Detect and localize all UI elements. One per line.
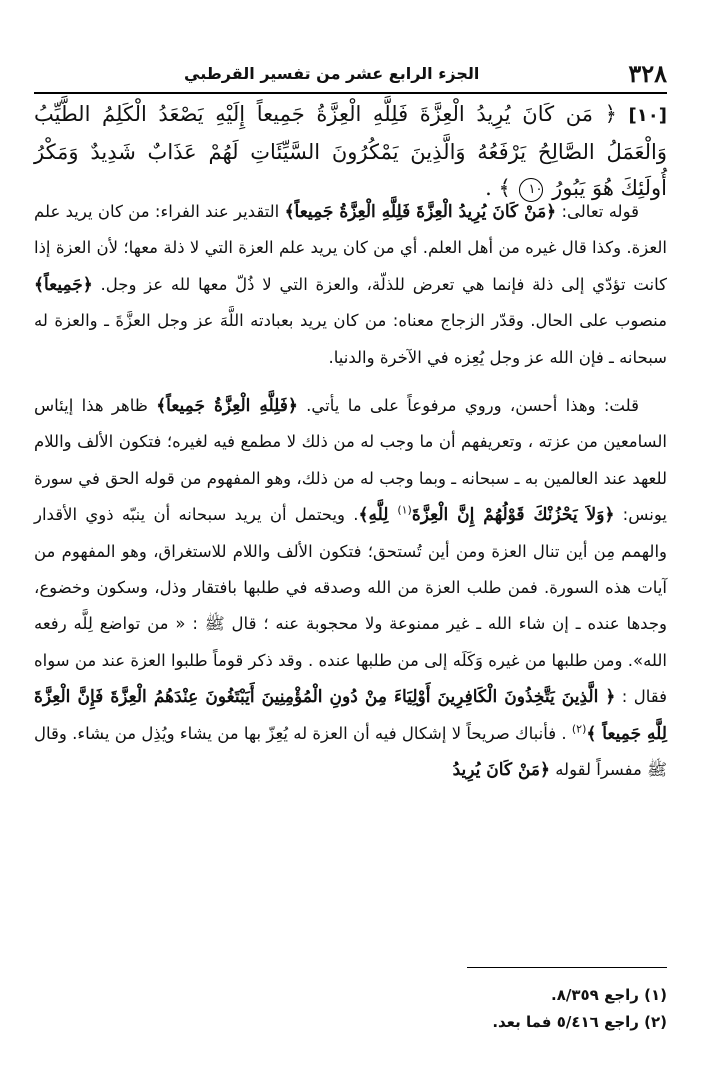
quran-quote: ﴿مَنْ كَانَ يُرِيدُ الْعِزَّةَ فَلِلَّهِ الْعِزَّةُ جَمِيعاً﴾ (284, 202, 557, 222)
running-header (34, 58, 667, 94)
footnote-2: (٢) راجع ٥/٤١٦ فما بعد. (492, 1013, 667, 1031)
footnote-ref-1[interactable]: (١) (397, 503, 412, 517)
quran-quote: ﴿مَنْ كَانَ يُرِيدُ (452, 760, 550, 781)
paragraph-lead: قوله تعالى: (556, 202, 639, 221)
footnote-ref-2[interactable]: (٢) (571, 722, 587, 736)
footnote-1: (١) راجع ٨/٣٥٩. (551, 986, 667, 1004)
footnotes (34, 982, 667, 1036)
paragraph-text: التقدير عند الفراء: من كان يريد علم العزة. وكذا قال غيره من أهل العلم. أي من كان يريد علم العزة التي لا ذلة معها؛ لأن العزة إذا كانت تؤدّي إلى ذلة فإنما هي تعرض للذلّة، والعزة التي لا ذُلّ معها لله عز وجل. (34, 202, 667, 294)
verse-number: [١٠] (628, 105, 667, 126)
paragraph-1 (34, 194, 667, 376)
verse-close-bracket: ﴾ . (485, 176, 511, 200)
quran-quote: ﴿جَمِيعاً﴾ (34, 274, 93, 295)
verse-end-marker: ١٠ (519, 178, 543, 202)
quran-quote: ﴿وَلاَ يَحْزُنْكَ قَوْلُهُمْ إِنَّ الْعِزَّةَ (411, 505, 615, 526)
paragraph-text: . فأنباك صريحاً لا إشكال فيه أن العزة له يُعِزّ بها من يشاء ويُذِل من يشاء. وقال ﷺ مفسراً لقوله (34, 723, 667, 780)
paragraph-text: قلت: وهذا أحسن، وروي مرفوعاً على ما يأتي. (297, 396, 639, 416)
running-header-title: الجزء الرابع عشر من تفسير القرطبي (184, 63, 480, 83)
paragraph-text: . ويحتمل أن يريد سبحانه أن ينبّه ذوي الأقدار والهمم مِن أين تنال العزة ومن أين تُستحق؛ فتكون الألف واللام للاستغراق، وهو المفهوم من آيات هذه السورة. فمن طلب العزة من الله وصدقه في طلبها بافتقار وذل، وسكون وخضوع، وجدها عنده ـ إن شاء الله ـ غير ممنوعة ولا محجوبة عنه ؛ قال ﷺ : « من تواضع لِلَّه رفعه الله». ومن طلبها من غيره وَكَلَه إلى من طلبها عنده . وقد ذكر قوماً طلبوا العزة عند من سواه فقال : (34, 505, 667, 707)
quran-quote: ﴿ الَّذِينَ يَتَّخِذُونَ الْكَافِرِينَ أَوْلِيَاءَ مِنْ دُونِ الْمُؤْمِنِينَ أَيَبْتَغُونَ عِنْدَهُمُ الْعِزَّةَ فَإِنَّ الْعِزَّةَ لِلَّهِ جَمِيعاً ﴾ (34, 687, 667, 744)
page-number: ٣٢٨ (628, 58, 667, 88)
quran-quote: لِلَّهِ﴾ (358, 505, 398, 526)
commentary-text (34, 194, 667, 789)
quran-verse-block (34, 96, 667, 206)
paragraph-text: ظاهر هذا إيئاس السامعين من عزته ، وتعريفهم أن ما وجب له من ذلك لا مطمع فيه لغيره؛ فتكون الألف واللام للعهد عند العالمين به ـ سبحانه ـ وبما وجب له من ذلك، وهو المفهوم من قوله الحق في سورة يونس: (34, 396, 667, 525)
footnote-divider (467, 967, 667, 968)
quran-quote: ﴿فَلِلَّهِ الْعِزَّةُ جَمِيعاً﴾ (156, 396, 298, 417)
paragraph-2 (34, 388, 667, 788)
paragraph-text: منصوب على الحال. وقدّر الزجاج معناه: من كان يريد بعبادته اللَّهَ عز وجل العزَّةَ ـ والعزة له سبحانه ـ فإن الله عز وجل يُعِزه في الآخرة والدنيا. (34, 311, 667, 367)
verse-text: ﴿ مَن كَانَ يُرِيدُ الْعِزَّةَ فَلِلَّهِ الْعِزَّةُ جَمِيعاً إِلَيْهِ يَصْعَدُ الْكَلِمُ الطَّيِّبُ وَالْعَمَلُ الصَّالِحُ يَرْفَعُهُ وَالَّذِينَ يَمْكُرُونَ السَّيِّئَاتِ لَهُمْ عَذَابٌ شَدِيدٌ وَمَكْرُ أُولَئِكَ هُوَ يَبُورُ (34, 102, 667, 200)
